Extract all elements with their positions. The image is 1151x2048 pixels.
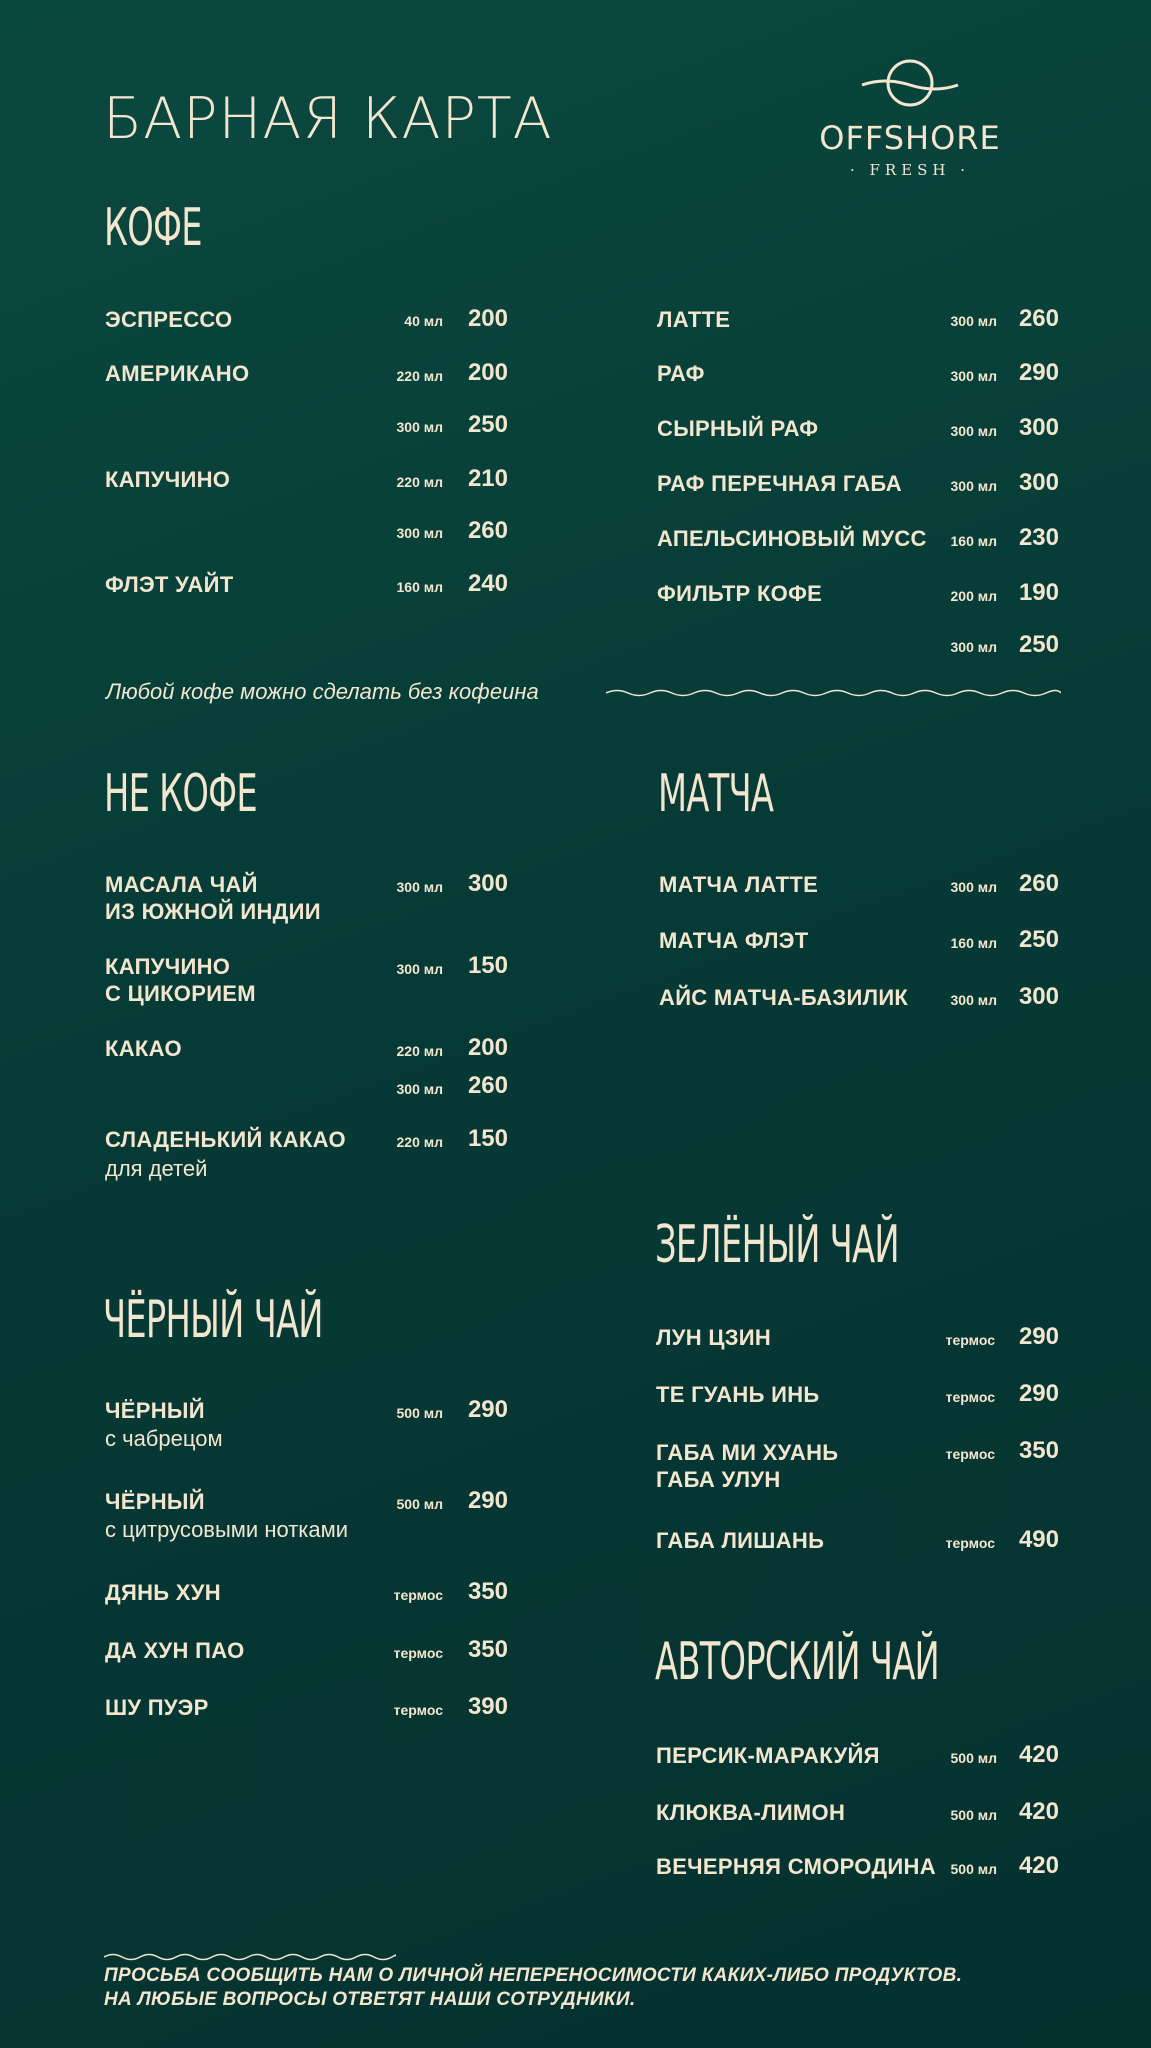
menu-item-price: 300 — [1018, 469, 1059, 496]
menu-item-name: ЛАТТЕ — [657, 307, 731, 332]
menu-item-name: ФЛЭТ УАЙТ — [105, 572, 234, 597]
menu-item-volume: 300 мл — [396, 525, 443, 541]
menu-item-volume: термос — [393, 1702, 443, 1718]
menu-item-name-line2: ГАБА УЛУН — [656, 1467, 781, 1492]
menu-item-volume: 160 мл — [950, 935, 997, 951]
menu-item-name: ГАБА ЛИШАНЬ — [656, 1528, 825, 1553]
logo-name: OFFSHORE — [819, 119, 1001, 157]
menu-item-name: СЫРНЫЙ РАФ — [657, 416, 819, 441]
menu-item-price: 260 — [467, 517, 508, 544]
menu-item-name: РАФ — [657, 361, 705, 386]
menu-item-volume: 300 мл — [950, 478, 997, 494]
menu-item-volume: 40 мл — [404, 313, 443, 329]
menu-item-name: ДА ХУН ПАО — [105, 1638, 245, 1663]
menu-item-name: ЧЁРНЫЙ — [105, 1489, 205, 1514]
wave-divider — [606, 686, 1061, 700]
menu-item-volume: 160 мл — [950, 533, 997, 549]
menu-item-name-line2: С ЦИКОРИЕМ — [105, 981, 256, 1006]
coffee-section-title: КОФЕ — [104, 198, 202, 258]
page-title: БАРНАЯ КАРТА — [103, 86, 553, 152]
menu-item-price: 260 — [467, 1072, 508, 1099]
menu-item-volume: 220 мл — [396, 368, 443, 384]
menu-item-price: 300 — [1018, 983, 1059, 1010]
menu-item-volume: 300 мл — [396, 419, 443, 435]
black-tea-section-title: ЧЁРНЫЙ ЧАЙ — [103, 1290, 323, 1350]
logo-mark-icon — [800, 55, 1020, 125]
menu-item-volume: 300 мл — [396, 1081, 443, 1097]
menu-item-volume: 500 мл — [396, 1496, 443, 1512]
menu-item-volume: 220 мл — [396, 474, 443, 490]
logo — [800, 55, 1020, 185]
menu-item-name: ГАБА МИ ХУАНЬ — [656, 1440, 839, 1465]
menu-item-price: 250 — [1018, 926, 1059, 953]
menu-item-price: 260 — [1018, 870, 1059, 897]
menu-item-volume: термос — [945, 1389, 995, 1405]
menu-item-volume: 300 мл — [950, 423, 997, 439]
not-coffee-section-title: НЕ КОФЕ — [104, 764, 257, 824]
menu-item-price: 420 — [1018, 1852, 1059, 1879]
menu-item-price: 390 — [467, 1693, 508, 1720]
menu-item-price: 290 — [1018, 1323, 1059, 1350]
menu-item-price: 350 — [1018, 1437, 1059, 1464]
menu-item-name: КАКАО — [105, 1036, 182, 1061]
menu-item-price: 350 — [467, 1636, 508, 1663]
menu-item-name-line2: ИЗ ЮЖНОЙ ИНДИИ — [105, 899, 321, 924]
decaf-note: Любой кофе можно сделать без кофеина — [106, 679, 539, 704]
menu-item-price: 230 — [1018, 524, 1059, 551]
matcha-section-title: МАТЧА — [658, 764, 774, 824]
menu-item-price: 290 — [467, 1487, 508, 1514]
menu-item-volume: 300 мл — [396, 879, 443, 895]
menu-item-price: 250 — [467, 411, 508, 438]
menu-item-volume: термос — [945, 1535, 995, 1551]
menu-item-name: АПЕЛЬСИНОВЫЙ МУСС — [657, 526, 927, 551]
menu-item-name: СЛАДЕНЬКИЙ КАКАО — [105, 1127, 346, 1152]
menu-item-subtitle: с цитрусовыми нотками — [105, 1517, 349, 1542]
menu-item-name: МАТЧА ФЛЭТ — [659, 928, 809, 953]
menu-item-volume: 500 мл — [396, 1405, 443, 1421]
menu-item-price: 420 — [1018, 1798, 1059, 1825]
menu-item-price: 250 — [1018, 631, 1059, 658]
menu-item-volume: 200 мл — [950, 588, 997, 604]
menu-item-price: 350 — [467, 1578, 508, 1605]
menu-item-name: ВЕЧЕРНЯЯ СМОРОДИНА — [656, 1854, 936, 1879]
menu-item-volume: 300 мл — [950, 313, 997, 329]
menu-item-price: 200 — [467, 359, 508, 386]
menu-item-volume: 500 мл — [950, 1750, 997, 1766]
menu-item-volume: термос — [945, 1332, 995, 1348]
menu-item-price: 490 — [1018, 1526, 1059, 1553]
menu-item-name: ДЯНЬ ХУН — [105, 1580, 221, 1605]
menu-item-volume: термос — [945, 1446, 995, 1462]
menu-item-name: ШУ ПУЭР — [105, 1695, 209, 1720]
menu-item-volume: термос — [393, 1645, 443, 1661]
logo-subtitle: · FRESH · — [849, 161, 971, 179]
footer-line-2: НА ЛЮБЫЕ ВОПРОСЫ ОТВЕТЯТ НАШИ СОТРУДНИКИ. — [104, 1989, 636, 2010]
menu-item-name: АМЕРИКАНО — [105, 361, 250, 386]
menu-item-volume: 500 мл — [950, 1807, 997, 1823]
menu-item-name: ЧЁРНЫЙ — [105, 1398, 205, 1423]
menu-item-price: 420 — [1018, 1741, 1059, 1768]
menu-item-price: 210 — [467, 465, 508, 492]
menu-item-price: 190 — [1018, 579, 1059, 606]
menu-item-name: ФИЛЬТР КОФЕ — [657, 581, 823, 606]
menu-item-name: КЛЮКВА-ЛИМОН — [656, 1800, 846, 1825]
menu-item-subtitle: с чабрецом — [105, 1426, 223, 1451]
menu-item-price: 260 — [1018, 305, 1059, 332]
menu-item-name: КАПУЧИНО — [105, 954, 231, 979]
menu-item-name: ТЕ ГУАНЬ ИНЬ — [656, 1382, 820, 1407]
menu-item-name: КАПУЧИНО — [105, 467, 231, 492]
menu-item-price: 290 — [467, 1396, 508, 1423]
footer-line-1: ПРОСЬБА СООБЩИТЬ НАМ О ЛИЧНОЙ НЕПЕРЕНОСИМОСТИ КАКИХ-ЛИБО ПРОДУКТОВ. — [104, 1965, 963, 1986]
menu-item-name: МАТЧА ЛАТТЕ — [659, 872, 819, 897]
author-tea-section-title: АВТОРСКИЙ ЧАЙ — [655, 1632, 940, 1692]
menu-item-price: 300 — [1018, 414, 1059, 441]
menu-item-volume: 220 мл — [396, 1134, 443, 1150]
menu-item-name: ЛУН ЦЗИН — [656, 1325, 772, 1350]
footer-wave-divider — [104, 1950, 396, 1964]
menu-item-volume: 300 мл — [950, 879, 997, 895]
menu-item-volume: термос — [393, 1587, 443, 1603]
menu-item-price: 200 — [467, 1034, 508, 1061]
menu-item-price: 290 — [1018, 359, 1059, 386]
menu-item-price: 290 — [1018, 1380, 1059, 1407]
menu-item-price: 150 — [467, 952, 508, 979]
menu-item-volume: 300 мл — [396, 961, 443, 977]
menu-item-volume: 500 мл — [950, 1861, 997, 1877]
menu-item-name: РАФ ПЕРЕЧНАЯ ГАБА — [657, 471, 902, 496]
menu-item-name: ЭСПРЕССО — [105, 307, 233, 332]
menu-item-volume: 220 мл — [396, 1043, 443, 1059]
menu-item-name: МАСАЛА ЧАЙ — [105, 872, 258, 897]
menu-item-price: 300 — [467, 870, 508, 897]
menu-item-name: АЙС МАТЧА-БАЗИЛИК — [659, 985, 909, 1010]
menu-item-volume: 300 мл — [950, 368, 997, 384]
menu-item-volume: 300 мл — [950, 992, 997, 1008]
menu-item-volume: 160 мл — [396, 579, 443, 595]
menu-item-name: ПЕРСИК-МАРАКУЙЯ — [656, 1743, 880, 1768]
menu-item-price: 200 — [467, 305, 508, 332]
menu-item-subtitle: для детей — [105, 1156, 208, 1181]
menu-item-volume: 300 мл — [950, 639, 997, 655]
menu-item-price: 150 — [467, 1125, 508, 1152]
menu-item-price: 240 — [467, 570, 508, 597]
green-tea-section-title: ЗЕЛЁНЫЙ ЧАЙ — [655, 1215, 899, 1275]
